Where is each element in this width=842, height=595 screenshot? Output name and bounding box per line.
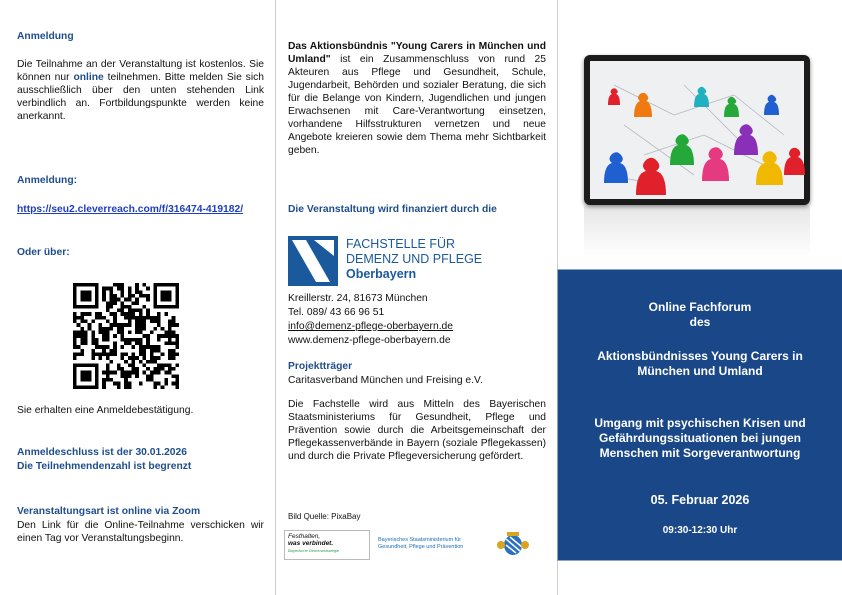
format-text: Den Link für die Online-Teilnahme verschicken wir einen Tag vor Veranstaltungsbeginn.: [17, 520, 264, 544]
fachstelle-logo: [288, 236, 548, 286]
logo-line-1: FACHSTELLE FÜR: [346, 237, 456, 251]
registration-heading: Anmeldung: [17, 31, 74, 42]
registration-link[interactable]: https://seu2.cleverreach.com/f/316474-419182/: [17, 204, 244, 215]
funded-heading: Die Veranstaltung wird finanziert durch die: [288, 204, 497, 215]
event-time: 09:30-12:30 Uhr: [662, 525, 738, 536]
fachstelle-logo-text: [346, 237, 482, 282]
event-date: 05. Februar 2026: [650, 493, 750, 507]
alliance-intro: [288, 40, 546, 157]
registration-link-heading: Anmeldung:: [17, 175, 78, 186]
dementia-logo-line-1: Festhalten,: [288, 533, 321, 540]
ministry-line-1: Bayerisches Staatsministerium für: [378, 537, 462, 543]
registration-column: [17, 0, 264, 595]
dementia-logo-text: [288, 533, 339, 554]
logo-line-2: DEMENZ UND PFLEGE: [346, 252, 483, 266]
sponsor-text: Caritasverband München und Freising e.V.: [288, 375, 483, 386]
photo-reflection: [584, 206, 810, 258]
qr-code-icon[interactable]: [73, 283, 179, 389]
title-box: [557, 269, 842, 561]
forum-title: Online Fachforum: [648, 300, 752, 314]
registration-text-1: Die Teilnahme an der Veranstaltung ist kostenlos. Sie können nur: [17, 59, 264, 83]
participant-limit-text: Die Teilnehmendenzahl ist begrenzt: [17, 461, 192, 472]
dementia-strategy-logo: [284, 530, 370, 560]
event-topic: Umgang mit psychischen Krisen und Gefährdungssituationen bei jungen Menschen mit Sorgeverantwortung: [594, 416, 806, 460]
alliance-description: ist ein Zusammenschluss von rund 25 Akteuren aus Pflege und Gesundheit, Schule, Jugendarbeit, Behörden und sozialer Beratung, die sich für die Belange von Kindern, Jugendlichen und jungen Erwachsenen mit Care-Verantwortung einsetzen, vorhandene Hilfsstrukturen vernetzen und neue Angebote kreieren sowie dem Thema mehr Sichtbarkeit geben.: [288, 54, 546, 156]
game-pieces-network-image: [584, 55, 810, 205]
registration-link-wrap: [17, 203, 247, 216]
dementia-logo-line-2: was verbindet.: [288, 540, 334, 547]
dementia-logo-line-3: Bayerische Demenzstrategie: [288, 548, 340, 553]
email-wrap: [288, 320, 453, 333]
alliance-title: Aktionsbündnisses Young Carers in München und Umland: [597, 349, 803, 378]
title-column: [557, 0, 841, 595]
ministry-logo-text: [378, 537, 463, 551]
confirmation-text: Sie erhalten eine Anmeldebestätigung.: [17, 405, 194, 416]
ministry-line-2: Gesundheit, Pflege und Prävention: [378, 544, 464, 550]
registration-paragraph: [17, 58, 264, 123]
oder-ueber-label: Oder über:: [17, 247, 70, 258]
cover-photo-game-pieces: [584, 55, 810, 205]
registration-text-2: teilnehmen. Bitte melden Sie sich ausschließlich über den unten stehenden Link verbindlich an. Fortbildungspunkte werden keine anerkannt.: [17, 72, 264, 122]
online-highlight: online: [73, 72, 104, 83]
funding-text: Die Fachstelle wird aus Mitteln des Bayerischen Staatsministeriums für Gesundheit, Pflege und Prävention sowie durch die Arbeitsgemeinschaft der Pflegekassenverbände in Bayern (soziale Pflegekassen) und durch die Private Pflegeversicherung gefördert.: [288, 399, 546, 462]
alliance-name: Das Aktionsbündnis "Young Carers in München und Umland": [288, 41, 546, 65]
forum-des: des: [689, 315, 711, 329]
format-heading: Veranstaltungsart ist online via Zoom: [17, 506, 201, 517]
sponsor-heading: Projektträger: [288, 361, 353, 372]
column-divider: [275, 0, 276, 595]
image-credit: Bild Quelle: PixaBay: [288, 512, 361, 521]
deadline-text: Anmeldeschluss ist der 30.01.2026: [17, 447, 187, 458]
address-text: Kreillerstr. 24, 81673 München: [288, 293, 428, 304]
phone-text: Tel. 089/ 43 66 96 51: [288, 307, 385, 318]
email-link[interactable]: info@demenz-pflege-oberbayern.de: [288, 321, 454, 332]
logo-line-3: Oberbayern: [346, 267, 417, 281]
web-link[interactable]: www.demenz-pflege-oberbayern.de: [288, 335, 451, 346]
fachstelle-logo-icon: [288, 236, 338, 286]
bavarian-coat-of-arms-icon: [496, 531, 530, 557]
alliance-column: [288, 0, 546, 595]
